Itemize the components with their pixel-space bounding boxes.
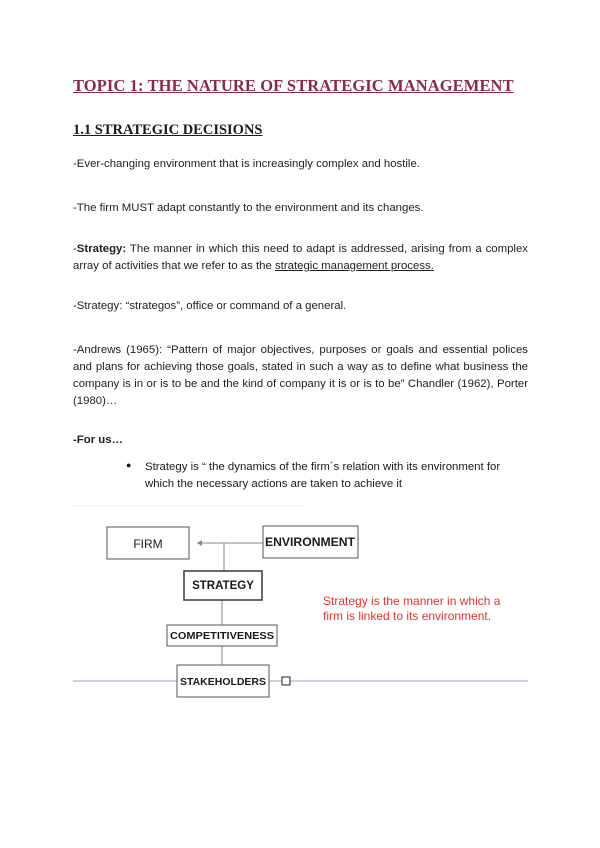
paragraph-strategy-definition: -Strategy: The manner in which this need to adapt is addressed, arising from a complex array of activities that we refer to as the strategic management process. — [73, 243, 528, 272]
red-note-line-2: firm is linked to its environment. — [323, 609, 492, 623]
stakeholders-label: STAKEHOLDERS — [180, 676, 266, 688]
section-heading: 1.1 STRATEGIC DECISIONS — [73, 122, 263, 138]
environment-label: ENVIRONMENT — [265, 535, 356, 549]
connector-arrow-icon — [197, 540, 202, 546]
bullet-definition: Strategy is “ the dynamics of the firm´s relation with its environment for which the necessary actions are taken to achieve it — [145, 461, 501, 490]
strategy-definition-text: The manner in which this need to adapt is addressed, arising from a complex array of activities that we refer to as the — [73, 243, 528, 272]
strategy-label: Strategy: — [76, 243, 127, 255]
competitiveness-label: COMPETITIVENESS — [170, 631, 275, 642]
topic-title: TOPIC 1: THE NATURE OF STRATEGIC MANAGEMENT — [73, 76, 514, 95]
environment-box — [263, 526, 358, 558]
strategy-box — [184, 571, 262, 600]
bullet-icon: ● — [126, 460, 132, 470]
resize-handle-icon[interactable] — [282, 677, 290, 685]
stakeholders-box — [177, 665, 269, 697]
paragraph-strategos: -Strategy: “strategos”, office or command of a general. — [73, 300, 347, 312]
red-note-line-1: Strategy is the manner in which a — [323, 594, 501, 608]
firm-label: FIRM — [133, 537, 163, 551]
firm-box — [107, 527, 189, 559]
strategy-label-box: STRATEGY — [192, 580, 254, 592]
strategic-management-process-term: strategic management process. — [274, 260, 434, 272]
paragraph-environment: -Ever-changing environment that is increasingly complex and hostile. — [73, 158, 420, 170]
paragraph-andrews-quote: -Andrews (1965): “Pattern of major objectives, purposes or goals and essential polices and plans for achieving those goals, stated in such a way as to define what business the company is in or is to be and the kind of company it is or is to be” Chandler (1962), Porter (1980)… — [73, 344, 528, 407]
paragraph-adapt: -The firm MUST adapt constantly to the environment and its changes. — [73, 202, 424, 214]
paragraph-for-us: -For us… — [73, 434, 123, 446]
competitiveness-box — [167, 625, 277, 646]
